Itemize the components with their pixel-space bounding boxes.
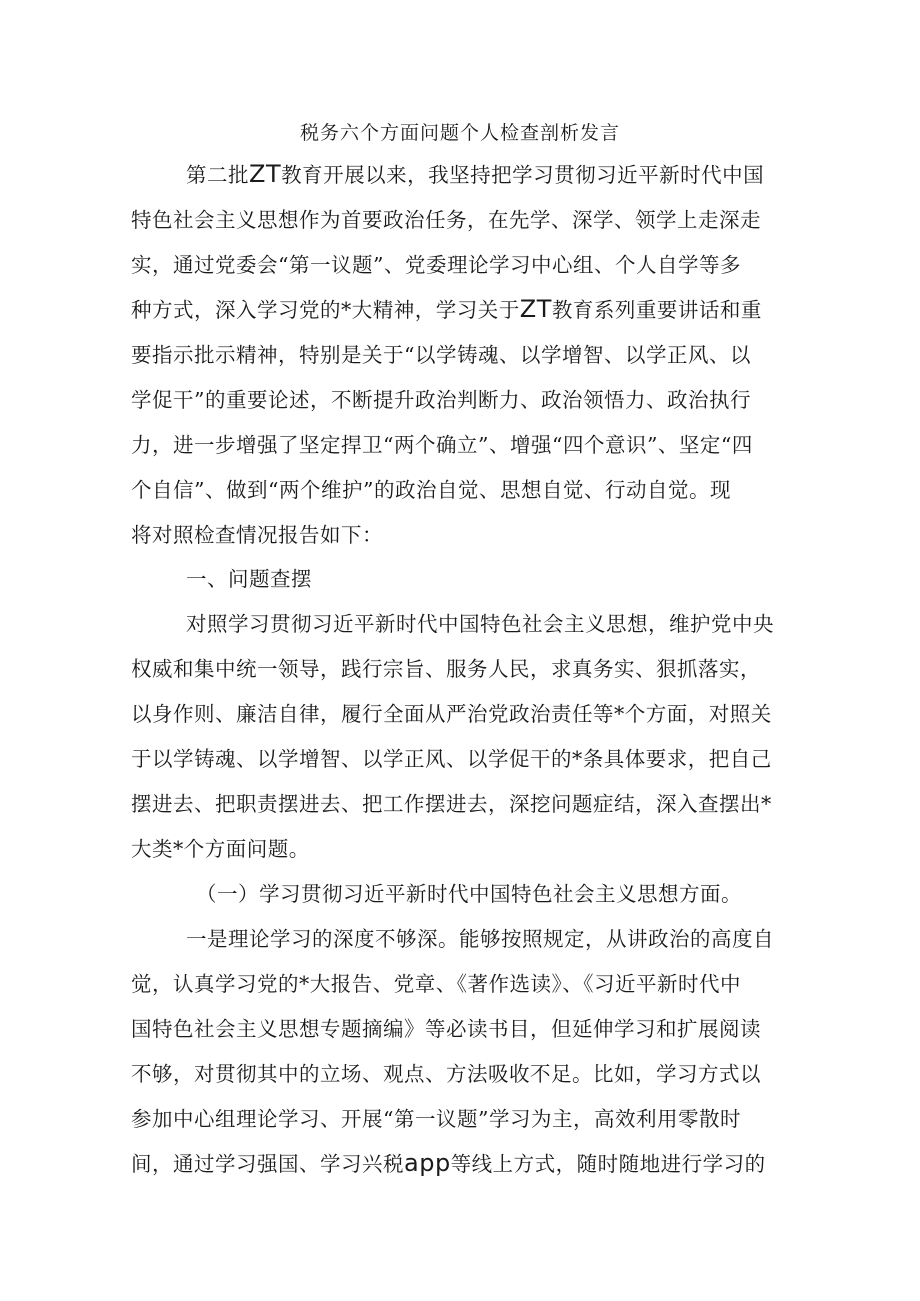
para-1-line-2: 特色社会主义思想作为首要政治任务，在先学、深学、领学上走深走 xyxy=(131,208,761,232)
para-1-line-1: 第二批ZT教育开展以来，我坚持把学习贯彻习近平新时代中国 xyxy=(186,160,765,188)
para-1-line-9: 将对照检查情况报告如下： xyxy=(131,523,383,547)
para-1-line-3: 实，通过党委会“第一议题”、党委理论学习中心组、个人自学等多 xyxy=(131,253,741,277)
para-3-line-2: 觉，认真学习党的*大报告、党章、《著作选读》、《习近平新时代中 xyxy=(131,972,741,996)
document-title: 税务六个方面问题个人检查剖析发言 xyxy=(299,122,620,144)
para-3-line-4: 不够，对贯彻其中的立场、观点、方法吸收不足。比如，学习方式以 xyxy=(131,1062,761,1086)
section-heading-1: 一、问题查摆 xyxy=(186,567,312,591)
para-2-line-4: 于以学铸魂、以学增智、以学正风、以学促干的*条具体要求，把自己 xyxy=(131,747,772,771)
para-3-line-3: 国特色社会主义思想专题摘编》等必读书目，但延伸学习和扩展阅读 xyxy=(131,1017,761,1041)
para-2-line-6: 大类*个方面问题。 xyxy=(131,837,310,861)
para-2-line-3: 以身作则、廉洁自律，履行全面从严治党政治责任等*个方面，对照关 xyxy=(131,702,772,726)
para-1-line-5: 要指示批示精神，特别是关于“以学铸魂、以学增智、以学正风、以 xyxy=(131,343,751,367)
para-2-line-5: 摆进去、把职责摆进去、把工作摆进去，深挖问题症结，深入查摆出* xyxy=(131,792,772,816)
para-1-line-8: 个自信”、做到“两个维护”的政治自觉、思想自觉、行动自觉。现 xyxy=(131,478,731,502)
para-3-line-1: 一是理论学习的深度不够深。能够按照规定，从讲政治的高度自 xyxy=(186,927,774,951)
subsection-heading-1: （一）学习贯彻习近平新时代中国特色社会主义思想方面。 xyxy=(196,882,742,906)
para-2-line-1: 对照学习贯彻习近平新时代中国特色社会主义思想，维护党中央 xyxy=(186,612,774,636)
para-2-line-2: 权威和集中统一领导，践行宗旨、服务人民，求真务实、狠抓落实， xyxy=(131,657,761,681)
para-3-line-6: 间，通过学习强国、学习兴税app等线上方式，随时随地进行学习的 xyxy=(131,1149,766,1177)
para-1-line-4: 种方式，深入学习党的*大精神，学习关于ZT教育系列重要讲话和重 xyxy=(131,295,762,323)
para-1-line-6: 学促干”的重要论述，不断提升政治判断力、政治领悟力、政治执行 xyxy=(131,388,751,412)
para-3-line-5: 参加中心组理论学习、开展“第一议题”学习为主，高效利用零散时 xyxy=(131,1107,741,1131)
para-1-line-7: 力，进一步增强了坚定捍卫“两个确立”、增强“四个意识”、坚定“四 xyxy=(131,433,753,457)
